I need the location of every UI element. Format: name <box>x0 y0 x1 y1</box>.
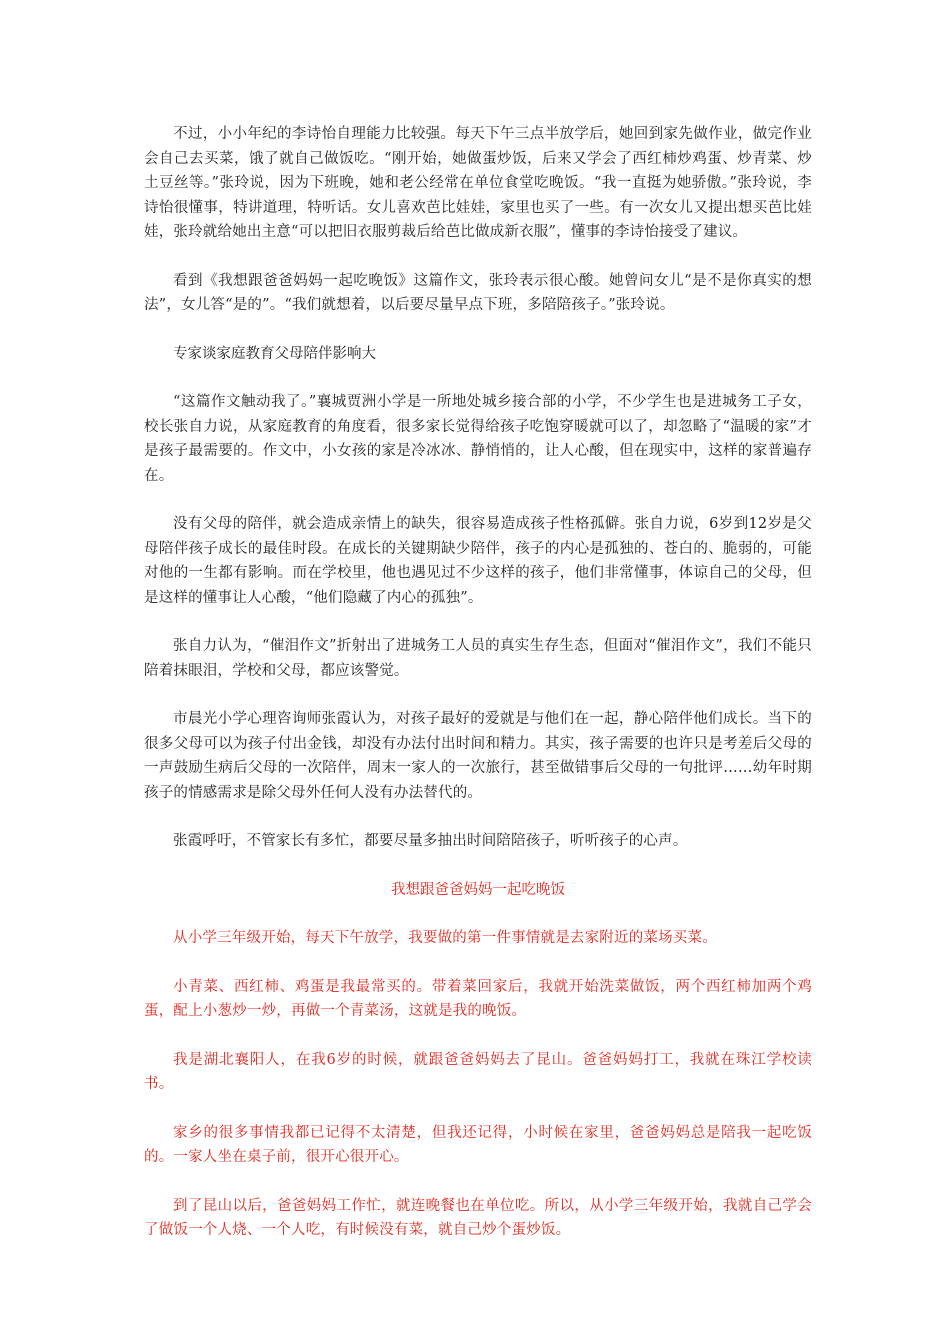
section-heading: 专家谈家庭教育父母陪伴影响大 <box>173 345 376 362</box>
paragraph-companionship-lack: 没有父母的陪伴，就会造成亲情上的缺失，很容易造成孩子性格孤僻。张自力说，6岁到12岁是父母陪伴孩子成长的最佳时段。在成长的关键期缺少陪伴，孩子的内心是孤独的、苍白的、脆弱的，可能对他的一生都有影响。而在学校里，他也遇见过不少这样的孩子，他们非常懂事，体谅自己的父母，但是这样的懂事让人心酸，“他们隐藏了内心的孤独”。 <box>144 516 812 606</box>
paragraph-tearful-essay: 张自力认为，“催泪作文”折射出了进城务工人员的真实生存生态，但面对“催泪作文”，我们不能只陪着抹眼泪，学校和父母，都应该警觉。 <box>144 638 812 679</box>
paragraph-appeal: 张霞呼吁，不管家长有多忙，都要尽量多抽出时间陪陪孩子，听听孩子的心声。 <box>173 833 688 849</box>
essay-paragraph-hometown: 我是湖北襄阳人，在我6岁的时候，就跟爸爸妈妈去了昆山。爸爸妈妈打工，我就在珠江学校读书。 <box>144 1051 812 1092</box>
essay-title: 我想跟爸爸妈妈一起吃晚饭 <box>391 881 565 898</box>
essay-paragraph-family-meals: 家乡的很多事情我都已记得不太清楚，但我还记得，小时候在家里，爸爸妈妈总是陪我一起吃饭的。一家人坐在桌子前，很开心很开心。 <box>144 1124 812 1165</box>
document-page <box>144 122 812 1267</box>
paragraph-zhang-ling-reaction: 看到《我想跟爸爸妈妈一起吃晚饭》这篇作文，张玲表示很心酸。她曾问女儿“是不是你真实的想法”，女儿答“是的”。“我们就想着，以后要尽量早点下班，多陪陪孩子。”张玲说。 <box>144 272 812 313</box>
essay-paragraph-buying-vegetables: 从小学三年级开始，每天下午放学，我要做的第一件事情就是去家附近的菜场买菜。 <box>173 930 717 946</box>
essay-paragraph-eating-alone: 到了昆山以后，爸爸妈妈工作忙，就连晚餐也在单位吃。所以，从小学三年级开始，我就自己学会了做饭一个人烧、一个人吃，有时候没有菜，就自己炒个蛋炒饭。 <box>144 1197 812 1238</box>
paragraph-li-shiyi-self-reliance: 不过，小小年纪的李诗怡自理能力比较强。每天下午三点半放学后，她回到家先做作业，做完作业会自己去买菜，饿了就自己做饭吃。“刚开始，她做蛋炒饭，后来又学会了西红柿炒鸡蛋、炒青菜、炒土豆丝等。”张玲说，因为下班晚，她和老公经常在单位食堂吃晚饭。“我一直挺为她骄傲。”张玲说，李诗怡很懂事，特讲道理，特听话。女儿喜欢芭比娃娃，家里也买了一些。有一次女儿又提出想买芭比娃娃，张玲就给她出主意“可以把旧衣服剪裁后给芭比做成新衣服”，懂事的李诗怡接受了建议。 <box>144 126 812 240</box>
paragraph-principal-touched: “这篇作文触动我了。”襄城贾洲小学是一所地处城乡接合部的小学，不少学生也是进城务工子女，校长张自力说，从家庭教育的角度看，很多家长觉得给孩子吃饱穿暖就可以了，却忽略了“温暖的家”才是孩子最需要的。作文中，小女孩的家是冷冰冰、静悄悄的，让人心酸，但在现实中，这样的家普遍存在。 <box>144 394 812 484</box>
paragraph-counselor-view: 市晨光小学心理咨询师张霞认为，对孩子最好的爱就是与他们在一起，静心陪伴他们成长。当下的很多父母可以为孩子付出金钱，却没有办法付出时间和精力。其实，孩子需要的也许只是考差后父母的一声鼓励生病后父母的一次陪伴，周末一家人的一次旅行，甚至做错事后父母的一句批评……幼年时期孩子的情感需求是除父母外任何人没有办法替代的。 <box>144 711 812 801</box>
essay-paragraph-cooking-dinner: 小青菜、西红柿、鸡蛋是我最常买的。带着菜回家后，我就开始洗菜做饭，两个西红柿加两个鸡蛋，配上小葱炒一炒，再做一个青菜汤，这就是我的晚饭。 <box>144 978 812 1019</box>
